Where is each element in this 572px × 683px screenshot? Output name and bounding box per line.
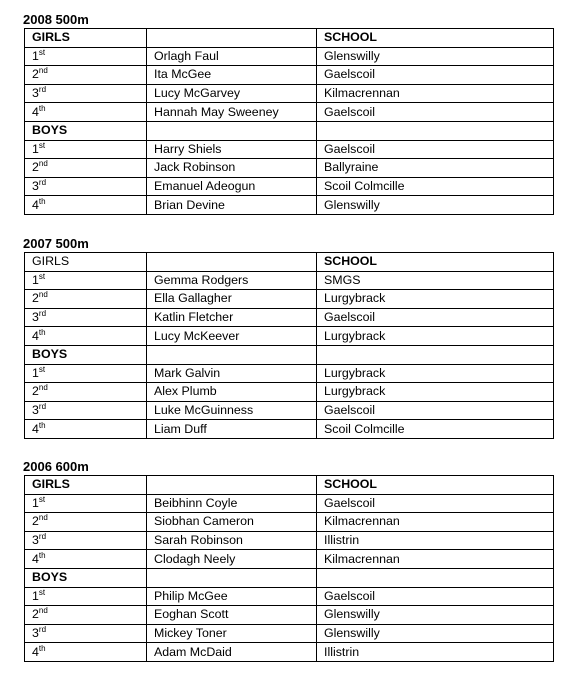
school-cell: Glenswilly (317, 47, 554, 66)
position-cell (25, 550, 147, 569)
position-cell (25, 606, 147, 625)
school-cell: Illistrin (317, 531, 554, 550)
position-suffix: st (38, 140, 46, 150)
results-table (24, 475, 554, 662)
table-row (25, 550, 554, 569)
name-cell: Jack Robinson (147, 159, 317, 178)
empty-header-cell (147, 253, 317, 272)
position-suffix: nd (38, 513, 48, 523)
school-label: SCHOOL (317, 29, 554, 48)
position-suffix: nd (38, 290, 48, 300)
table-row (25, 308, 554, 327)
position-suffix: nd (38, 66, 48, 76)
girls-header-row (25, 253, 554, 272)
position-number: 2 (32, 291, 39, 306)
position-number: 2 (32, 514, 39, 529)
table-row (25, 420, 554, 439)
empty-header-cell (317, 568, 554, 587)
table-row (25, 66, 554, 85)
school-cell: Kilmacrennan (317, 84, 554, 103)
school-label: SCHOOL (317, 476, 554, 495)
table-row (25, 196, 554, 215)
boys-header-row (25, 121, 554, 140)
table-row (25, 140, 554, 159)
school-cell: Illistrin (317, 643, 554, 662)
table-row (25, 606, 554, 625)
school-cell: Kilmacrennan (317, 550, 554, 569)
position-cell (25, 383, 147, 402)
name-cell: Hannah May Sweeney (147, 103, 317, 122)
name-cell: Gemma Rodgers (147, 271, 317, 290)
position-suffix: st (38, 47, 46, 57)
position-number: 3 (32, 310, 39, 325)
school-cell: Gaelscoil (317, 103, 554, 122)
empty-header-cell (317, 121, 554, 140)
table-row (25, 327, 554, 346)
results-table (24, 28, 554, 215)
name-cell: Siobhan Cameron (147, 513, 317, 532)
position-number: 3 (32, 179, 39, 194)
position-suffix: th (38, 420, 46, 430)
girls-label: GIRLS (25, 29, 147, 48)
name-cell: Mark Galvin (147, 364, 317, 383)
position-number: 3 (32, 403, 39, 418)
position-number: 4 (32, 551, 39, 566)
school-cell: Lurgybrack (317, 290, 554, 309)
table-row (25, 401, 554, 420)
section-title: 2006 600m (23, 459, 89, 474)
table-row (25, 624, 554, 643)
results-table (24, 252, 554, 439)
school-cell: Gaelscoil (317, 401, 554, 420)
results-section (24, 459, 554, 662)
position-suffix: st (38, 271, 46, 281)
position-number: 4 (32, 328, 39, 343)
name-cell: Philip McGee (147, 587, 317, 606)
name-cell: Ella Gallagher (147, 290, 317, 309)
position-cell (25, 140, 147, 159)
position-suffix: st (38, 494, 46, 504)
position-number: 3 (32, 86, 39, 101)
boys-label: BOYS (25, 121, 147, 140)
boys-label: BOYS (25, 568, 147, 587)
table-row (25, 643, 554, 662)
school-cell: Lurgybrack (317, 364, 554, 383)
name-cell: Beibhinn Coyle (147, 494, 317, 513)
position-suffix: th (38, 103, 46, 113)
name-cell: Katlin Fletcher (147, 308, 317, 327)
position-cell (25, 103, 147, 122)
position-suffix: rd (38, 532, 47, 542)
school-cell: Gaelscoil (317, 494, 554, 513)
table-row (25, 513, 554, 532)
school-cell: Kilmacrennan (317, 513, 554, 532)
position-suffix: st (38, 587, 46, 597)
position-cell (25, 290, 147, 309)
position-suffix: th (38, 643, 46, 653)
position-cell (25, 177, 147, 196)
position-number: 3 (32, 626, 39, 641)
position-suffix: th (38, 196, 46, 206)
position-number: 4 (32, 421, 39, 436)
table-row (25, 271, 554, 290)
position-suffix: nd (38, 606, 48, 616)
position-cell (25, 196, 147, 215)
position-number: 4 (32, 197, 39, 212)
position-cell (25, 364, 147, 383)
results-section (24, 12, 554, 215)
table-row (25, 494, 554, 513)
position-number: 1 (32, 495, 39, 510)
table-row (25, 383, 554, 402)
position-number: 2 (32, 160, 39, 175)
name-cell: Emanuel Adeogun (147, 177, 317, 196)
name-cell: Lucy McGarvey (147, 84, 317, 103)
school-cell: Glenswilly (317, 624, 554, 643)
school-cell: Glenswilly (317, 606, 554, 625)
position-cell (25, 308, 147, 327)
name-cell: Lucy McKeever (147, 327, 317, 346)
position-suffix: th (38, 550, 46, 560)
name-cell: Orlagh Faul (147, 47, 317, 66)
position-suffix: st (38, 364, 46, 374)
girls-label: GIRLS (25, 253, 147, 272)
school-cell: Gaelscoil (317, 140, 554, 159)
table-row (25, 84, 554, 103)
name-cell: Brian Devine (147, 196, 317, 215)
school-cell: Gaelscoil (317, 587, 554, 606)
name-cell: Luke McGuinness (147, 401, 317, 420)
position-cell (25, 494, 147, 513)
position-cell (25, 84, 147, 103)
position-number: 4 (32, 104, 39, 119)
name-cell: Harry Shiels (147, 140, 317, 159)
name-cell: Sarah Robinson (147, 531, 317, 550)
school-cell: Gaelscoil (317, 308, 554, 327)
school-cell: Ballyraine (317, 159, 554, 178)
position-cell (25, 513, 147, 532)
position-cell (25, 643, 147, 662)
section-title: 2008 500m (23, 12, 89, 27)
position-suffix: nd (38, 159, 48, 169)
position-cell (25, 327, 147, 346)
school-cell: Glenswilly (317, 196, 554, 215)
name-cell: Ita McGee (147, 66, 317, 85)
position-number: 2 (32, 67, 39, 82)
table-row (25, 177, 554, 196)
girls-label: GIRLS (25, 476, 147, 495)
position-cell (25, 159, 147, 178)
boys-header-row (25, 568, 554, 587)
position-number: 2 (32, 607, 39, 622)
position-number: 1 (32, 365, 39, 380)
position-cell (25, 47, 147, 66)
school-cell: Gaelscoil (317, 66, 554, 85)
name-cell: Clodagh Neely (147, 550, 317, 569)
name-cell: Eoghan Scott (147, 606, 317, 625)
position-cell (25, 531, 147, 550)
table-row (25, 47, 554, 66)
table-row (25, 364, 554, 383)
position-cell (25, 624, 147, 643)
name-cell: Mickey Toner (147, 624, 317, 643)
results-section (24, 236, 554, 439)
position-suffix: rd (38, 625, 47, 635)
table-row (25, 531, 554, 550)
section-title: 2007 500m (23, 236, 89, 251)
table-row (25, 159, 554, 178)
school-cell: Scoil Colmcille (317, 177, 554, 196)
position-suffix: th (38, 327, 46, 337)
position-number: 4 (32, 644, 39, 659)
position-number: 1 (32, 272, 39, 287)
empty-header-cell (147, 29, 317, 48)
name-cell: Adam McDaid (147, 643, 317, 662)
position-suffix: rd (38, 178, 47, 188)
school-cell: Lurgybrack (317, 327, 554, 346)
empty-header-cell (147, 345, 317, 364)
position-suffix: rd (38, 309, 47, 319)
school-cell: Scoil Colmcille (317, 420, 554, 439)
position-number: 1 (32, 48, 39, 63)
name-cell: Alex Plumb (147, 383, 317, 402)
position-cell (25, 587, 147, 606)
empty-header-cell (147, 121, 317, 140)
position-cell (25, 271, 147, 290)
table-row (25, 103, 554, 122)
position-number: 1 (32, 141, 39, 156)
empty-header-cell (147, 568, 317, 587)
position-cell (25, 420, 147, 439)
boys-header-row (25, 345, 554, 364)
name-cell: Liam Duff (147, 420, 317, 439)
boys-label: BOYS (25, 345, 147, 364)
position-number: 2 (32, 384, 39, 399)
girls-header-row (25, 476, 554, 495)
position-cell (25, 66, 147, 85)
school-label: SCHOOL (317, 253, 554, 272)
position-suffix: nd (38, 383, 48, 393)
position-number: 3 (32, 533, 39, 548)
table-row (25, 587, 554, 606)
empty-header-cell (317, 345, 554, 364)
school-cell: Lurgybrack (317, 383, 554, 402)
school-cell: SMGS (317, 271, 554, 290)
girls-header-row (25, 29, 554, 48)
position-number: 1 (32, 588, 39, 603)
table-row (25, 290, 554, 309)
position-suffix: rd (38, 402, 47, 412)
empty-header-cell (147, 476, 317, 495)
position-suffix: rd (38, 85, 47, 95)
position-cell (25, 401, 147, 420)
